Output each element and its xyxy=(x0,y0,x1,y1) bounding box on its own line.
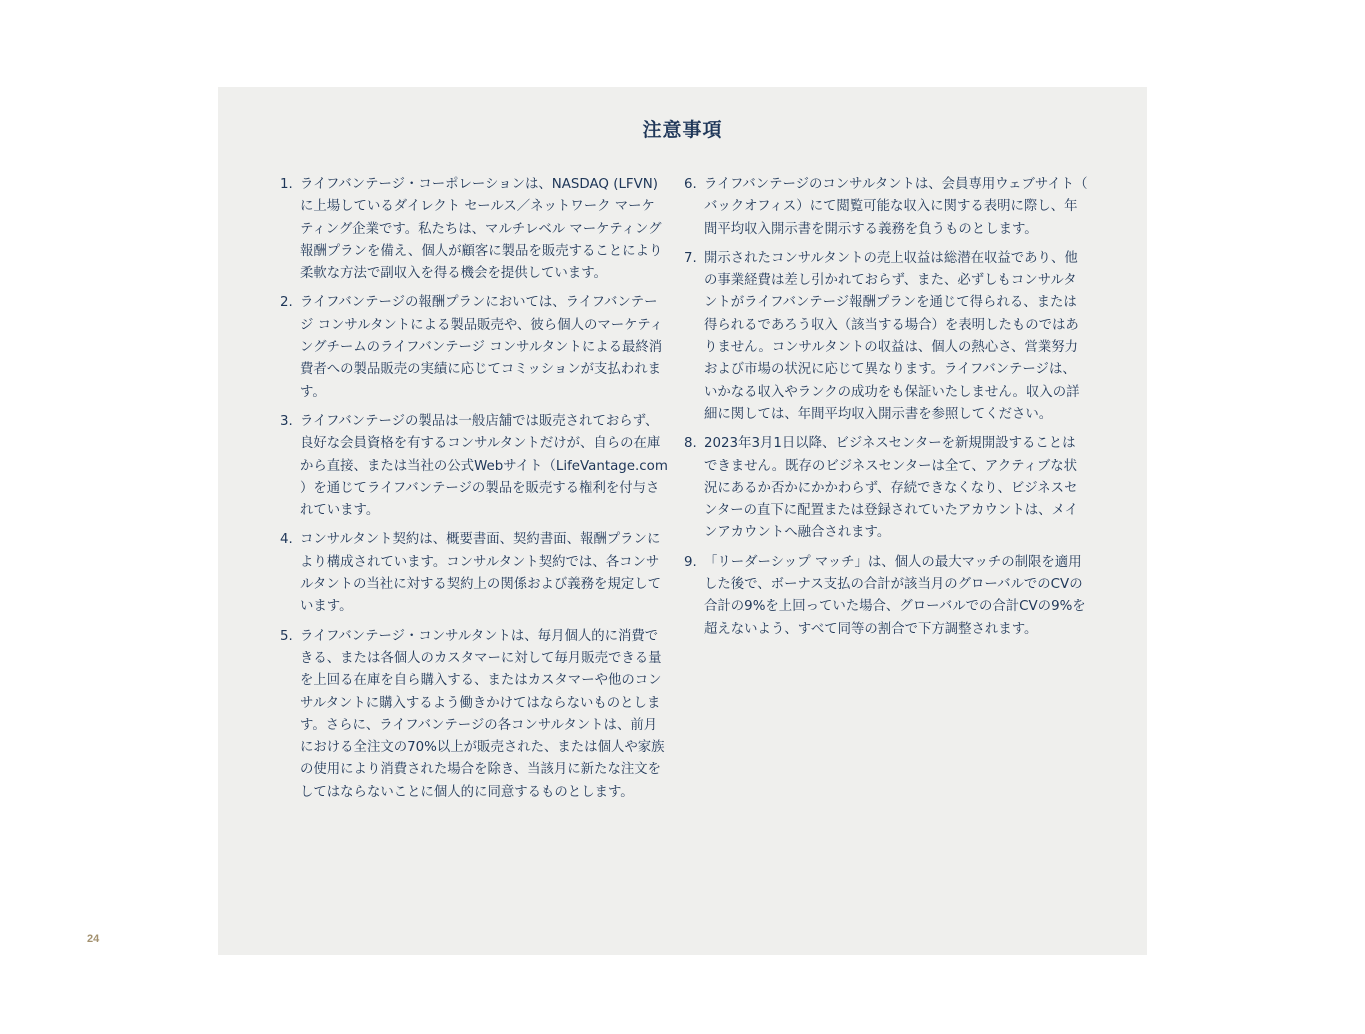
note-text: ライフバンテージ・コンサルタントは、毎月個人的に消費できる、または各個人のカスタマーに対して毎月販売できる量を上回る在庫を自ら購入する、またはカスタマーや他のコンサルタントに購入するよう働きかけてはならないものとします。さらに、ライフバンテージの各コンサルタントは、前月における全注文の70%以上が販売された、または個人や家族の使用により消費された場合を除き、当該月に新たな注文をしてはならないことに個人的に同意するものとします。 xyxy=(300,628,665,800)
page-title: 注意事項 xyxy=(642,119,723,141)
note-number: 1. xyxy=(280,177,293,192)
note-item-3 xyxy=(280,411,668,522)
note-item-5 xyxy=(280,626,668,804)
note-number: 3. xyxy=(280,413,293,429)
note-item-1 xyxy=(280,174,668,285)
note-item-7 xyxy=(684,248,1088,426)
note-text: ライフバンテージの報酬プランにおいては、ライフバンテージ コンサルタントによる製品販売や、彼ら個人のマーケティングチームのライフバンテージ コンサルタントによる最終消費者への製品販売の実績に応じてコミッションが支払われます。 xyxy=(300,295,663,400)
note-number: 9. xyxy=(684,554,697,570)
notes-column-left xyxy=(280,174,668,811)
note-number: 4. xyxy=(280,532,293,548)
note-number: 7. xyxy=(684,250,697,266)
note-text: ライフバンテージ・コーポレーションは、NASDAQ (LFVN)に上場しているダイレクト セールス／ネットワーク マーケティング企業です。私たちは、マルチレベル マーケティング報酬プランを備え、個人が顧客に製品を販売することにより柔軟な方法で副収入を得る機会を提供しています。 xyxy=(300,177,663,282)
note-text: コンサルタント契約は、概要書面、契約書面、報酬プランにより構成されています。コンサルタント契約では、各コンサルタントの当社に対する契約上の関係および義務を規定しています。 xyxy=(300,532,662,615)
notes-column-right xyxy=(684,174,1088,648)
notes-panel xyxy=(218,87,1147,955)
note-text: ライフバンテージの製品は一般店舗では販売されておらず、良好な会員資格を有するコンサルタントだけが、自らの在庫から直接、または当社の公式Webサイト（LifeVantage.com）を通じてライフバンテージの製品を販売する権利を付与されています。 xyxy=(300,413,668,519)
note-number: 5. xyxy=(280,628,293,644)
note-number: 6. xyxy=(684,177,697,192)
note-item-2 xyxy=(280,292,668,403)
note-item-8 xyxy=(684,433,1088,544)
note-text: 2023年3月1日以降、ビジネスセンターを新規開設することはできません。既存のビジネスセンターは全て、アクティブな状況にあるか否かにかかわらず、存続できなくなり、ビジネスセンターの直下に配置または登録されていたアカウントは、メインアカウントへ融合されます。 xyxy=(704,436,1078,541)
note-text: 開示されたコンサルタントの売上収益は総潜在収益であり、他の事業経費は差し引かれておらず、また、必ずしもコンサルタントがライフバンテージ報酬プランを通じて得られる、または得られるであろう収入（該当する場合）を表明したものではありません。コンサルタントの収益は、個人の熱心さ、営業努力および市場の状況に応じて異なります。ライフバンテージは、いかなる収入やランクの成功をも保証いたしません。収入の詳細に関しては、年間平均収入開示書を参照してください。 xyxy=(704,250,1080,422)
note-item-9 xyxy=(684,552,1088,641)
note-text: ライフバンテージのコンサルタントは、会員専用ウェブサイト（バックオフィス）にて閲覧可能な収入に関する表明に際し、年間平均収入開示書を開示する義務を負うものとします。 xyxy=(704,177,1088,237)
note-item-6 xyxy=(684,174,1088,241)
page-number: 24 xyxy=(87,933,100,945)
note-text: 「リーダーシップ マッチ」は、個人の最大マッチの制限を適用した後で、ボーナス支払の合計が該当月のグローバルでのCVの合計の9%を上回っていた場合、グローバルでの合計CVの9%を超えないよう、すべて同等の割合で下方調整されます。 xyxy=(704,554,1086,637)
note-item-4 xyxy=(280,529,668,618)
note-number: 2. xyxy=(280,295,293,311)
note-number: 8. xyxy=(684,436,697,452)
